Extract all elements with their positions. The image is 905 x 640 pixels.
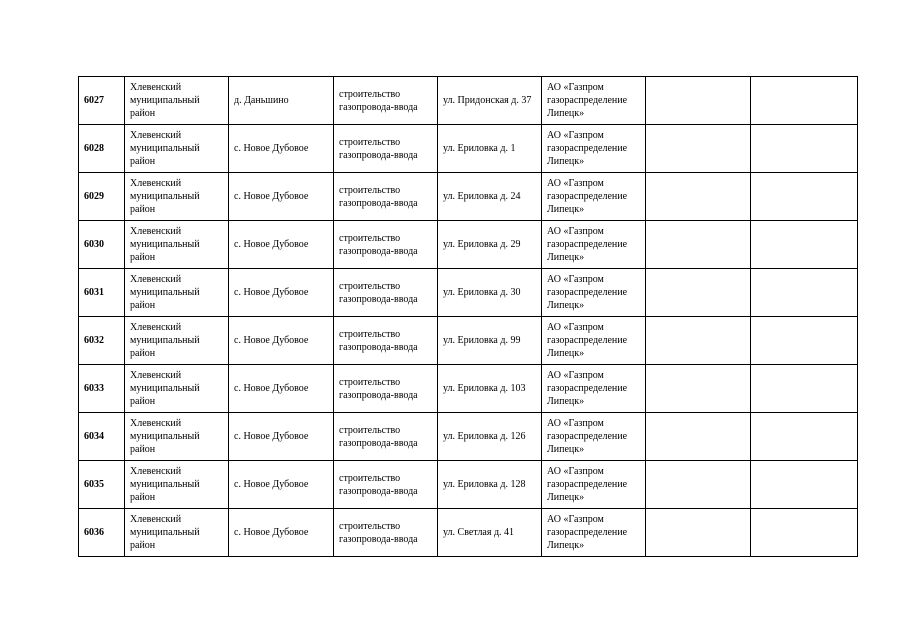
work-type-cell: строительство газопровода-ввода xyxy=(334,269,438,317)
organization-cell: АО «Газпром газораспределение Липецк» xyxy=(542,413,646,461)
work-type-cell: строительство газопровода-ввода xyxy=(334,173,438,221)
table-row xyxy=(79,317,858,365)
empty-cell xyxy=(646,413,751,461)
work-type-cell: строительство газопровода-ввода xyxy=(334,413,438,461)
row-number-cell: 6032 xyxy=(79,317,125,365)
district-cell: Хлевенский муниципальный район xyxy=(125,365,229,413)
empty-cell xyxy=(646,365,751,413)
row-number-cell: 6036 xyxy=(79,509,125,557)
organization-cell: АО «Газпром газораспределение Липецк» xyxy=(542,509,646,557)
empty-cell xyxy=(751,269,858,317)
organization-cell: АО «Газпром газораспределение Липецк» xyxy=(542,125,646,173)
address-cell: ул. Ериловка д. 99 xyxy=(438,317,542,365)
row-number-cell: 6034 xyxy=(79,413,125,461)
district-cell: Хлевенский муниципальный район xyxy=(125,221,229,269)
table-body xyxy=(79,77,858,557)
empty-cell xyxy=(751,173,858,221)
address-cell: ул. Ериловка д. 24 xyxy=(438,173,542,221)
table-row xyxy=(79,221,858,269)
organization-cell: АО «Газпром газораспределение Липецк» xyxy=(542,365,646,413)
work-type-cell: строительство газопровода-ввода xyxy=(334,365,438,413)
row-number-cell: 6030 xyxy=(79,221,125,269)
district-cell: Хлевенский муниципальный район xyxy=(125,125,229,173)
row-number-cell: 6033 xyxy=(79,365,125,413)
table-row xyxy=(79,365,858,413)
work-type-cell: строительство газопровода-ввода xyxy=(334,317,438,365)
table-row xyxy=(79,269,858,317)
district-cell: Хлевенский муниципальный район xyxy=(125,509,229,557)
district-cell: Хлевенский муниципальный район xyxy=(125,77,229,125)
empty-cell xyxy=(751,125,858,173)
organization-cell: АО «Газпром газораспределение Липецк» xyxy=(542,461,646,509)
table-row xyxy=(79,125,858,173)
district-cell: Хлевенский муниципальный район xyxy=(125,317,229,365)
empty-cell xyxy=(751,413,858,461)
work-type-cell: строительство газопровода-ввода xyxy=(334,509,438,557)
locality-cell: с. Новое Дубовое xyxy=(229,269,334,317)
row-number-cell: 6028 xyxy=(79,125,125,173)
address-cell: ул. Ериловка д. 1 xyxy=(438,125,542,173)
empty-cell xyxy=(646,221,751,269)
locality-cell: с. Новое Дубовое xyxy=(229,413,334,461)
address-cell: ул. Ериловка д. 29 xyxy=(438,221,542,269)
empty-cell xyxy=(751,221,858,269)
work-type-cell: строительство газопровода-ввода xyxy=(334,221,438,269)
district-cell: Хлевенский муниципальный район xyxy=(125,269,229,317)
address-cell: ул. Придонская д. 37 xyxy=(438,77,542,125)
row-number-cell: 6035 xyxy=(79,461,125,509)
row-number-cell: 6027 xyxy=(79,77,125,125)
address-cell: ул. Светлая д. 41 xyxy=(438,509,542,557)
locality-cell: д. Даньшино xyxy=(229,77,334,125)
organization-cell: АО «Газпром газораспределение Липецк» xyxy=(542,269,646,317)
locality-cell: с. Новое Дубовое xyxy=(229,509,334,557)
table-row xyxy=(79,77,858,125)
row-number-cell: 6029 xyxy=(79,173,125,221)
row-number-cell: 6031 xyxy=(79,269,125,317)
empty-cell xyxy=(646,461,751,509)
empty-cell xyxy=(646,125,751,173)
work-type-cell: строительство газопровода-ввода xyxy=(334,77,438,125)
organization-cell: АО «Газпром газораспределение Липецк» xyxy=(542,173,646,221)
organization-cell: АО «Газпром газораспределение Липецк» xyxy=(542,317,646,365)
address-cell: ул. Ериловка д. 128 xyxy=(438,461,542,509)
work-type-cell: строительство газопровода-ввода xyxy=(334,461,438,509)
empty-cell xyxy=(751,509,858,557)
address-cell: ул. Ериловка д. 126 xyxy=(438,413,542,461)
records-table xyxy=(78,76,858,557)
empty-cell xyxy=(646,77,751,125)
district-cell: Хлевенский муниципальный район xyxy=(125,173,229,221)
district-cell: Хлевенский муниципальный район xyxy=(125,461,229,509)
locality-cell: с. Новое Дубовое xyxy=(229,365,334,413)
table-row xyxy=(79,413,858,461)
district-cell: Хлевенский муниципальный район xyxy=(125,413,229,461)
empty-cell xyxy=(751,317,858,365)
organization-cell: АО «Газпром газораспределение Липецк» xyxy=(542,77,646,125)
locality-cell: с. Новое Дубовое xyxy=(229,125,334,173)
address-cell: ул. Ериловка д. 30 xyxy=(438,269,542,317)
empty-cell xyxy=(751,461,858,509)
locality-cell: с. Новое Дубовое xyxy=(229,317,334,365)
locality-cell: с. Новое Дубовое xyxy=(229,173,334,221)
empty-cell xyxy=(646,173,751,221)
work-type-cell: строительство газопровода-ввода xyxy=(334,125,438,173)
table-row xyxy=(79,461,858,509)
empty-cell xyxy=(751,77,858,125)
empty-cell xyxy=(646,269,751,317)
locality-cell: с. Новое Дубовое xyxy=(229,461,334,509)
empty-cell xyxy=(646,509,751,557)
empty-cell xyxy=(751,365,858,413)
address-cell: ул. Ериловка д. 103 xyxy=(438,365,542,413)
locality-cell: с. Новое Дубовое xyxy=(229,221,334,269)
organization-cell: АО «Газпром газораспределение Липецк» xyxy=(542,221,646,269)
table-row xyxy=(79,173,858,221)
empty-cell xyxy=(646,317,751,365)
table-row xyxy=(79,509,858,557)
